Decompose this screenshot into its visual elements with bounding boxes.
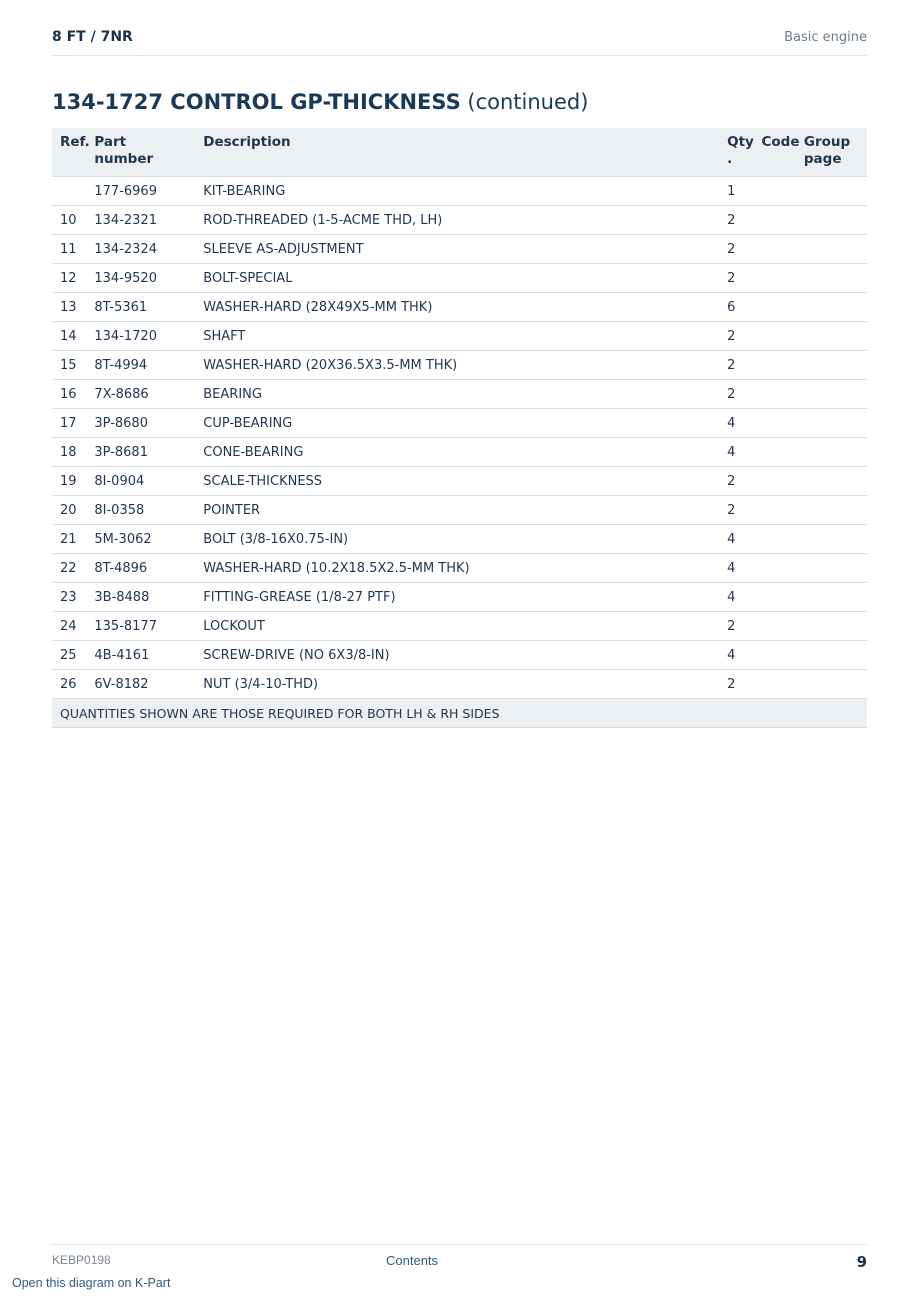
table-row <box>52 438 867 467</box>
table-row <box>52 583 867 612</box>
page-header <box>52 28 867 56</box>
col-header-qty-line2: . <box>727 151 733 167</box>
cell-part-number: 8T-5361 <box>86 293 195 322</box>
cell-group-page <box>796 206 867 235</box>
cell-group-page <box>796 264 867 293</box>
cell-qty: 4 <box>719 438 753 467</box>
cell-part-number: 8I-0358 <box>86 496 195 525</box>
table-row <box>52 641 867 670</box>
cell-ref: 13 <box>52 293 86 322</box>
cell-qty: 2 <box>719 235 753 264</box>
cell-description: SCREW-DRIVE (NO 6X3/8-IN) <box>195 641 719 670</box>
cell-ref: 17 <box>52 409 86 438</box>
cell-qty: 6 <box>719 293 753 322</box>
table-row <box>52 380 867 409</box>
cell-ref: 22 <box>52 554 86 583</box>
cell-group-page <box>796 496 867 525</box>
group-title-main: 134-1727 CONTROL GP-THICKNESS <box>52 90 461 114</box>
cell-code <box>753 496 795 525</box>
cell-ref: 11 <box>52 235 86 264</box>
cell-part-number: 135-8177 <box>86 612 195 641</box>
col-header-qty <box>719 128 753 177</box>
table-row <box>52 525 867 554</box>
cell-description: WASHER-HARD (10.2X18.5X2.5-MM THK) <box>195 554 719 583</box>
cell-part-number: 7X-8686 <box>86 380 195 409</box>
cell-qty: 2 <box>719 351 753 380</box>
cell-group-page <box>796 177 867 206</box>
section-label: Basic engine <box>784 30 867 45</box>
cell-group-page <box>796 293 867 322</box>
cell-code <box>753 583 795 612</box>
col-header-part-number: Part number <box>86 128 195 177</box>
cell-ref: 25 <box>52 641 86 670</box>
parts-table <box>52 128 867 728</box>
cell-description: BOLT-SPECIAL <box>195 264 719 293</box>
cell-code <box>753 467 795 496</box>
model-label: 8 FT / 7NR <box>52 29 133 45</box>
cell-group-page <box>796 583 867 612</box>
col-header-ref: Ref. <box>52 128 86 177</box>
table-note-row <box>52 699 867 728</box>
cell-qty: 2 <box>719 264 753 293</box>
cell-code <box>753 351 795 380</box>
cell-description: KIT-BEARING <box>195 177 719 206</box>
cell-ref: 24 <box>52 612 86 641</box>
cell-code <box>753 554 795 583</box>
cell-part-number: 3P-8681 <box>86 438 195 467</box>
cell-code <box>753 380 795 409</box>
cell-part-number: 134-2321 <box>86 206 195 235</box>
col-header-code: Code <box>753 128 795 177</box>
table-header-row <box>52 128 867 177</box>
cell-part-number: 6V-8182 <box>86 670 195 699</box>
cell-description: FITTING-GREASE (1/8-27 PTF) <box>195 583 719 612</box>
table-row <box>52 293 867 322</box>
cell-qty: 2 <box>719 322 753 351</box>
cell-group-page <box>796 322 867 351</box>
cell-description: CUP-BEARING <box>195 409 719 438</box>
cell-code <box>753 409 795 438</box>
cell-code <box>753 322 795 351</box>
cell-description: ROD-THREADED (1-5-ACME THD, LH) <box>195 206 719 235</box>
cell-qty: 1 <box>719 177 753 206</box>
cell-group-page <box>796 351 867 380</box>
cell-code <box>753 264 795 293</box>
cell-ref: 21 <box>52 525 86 554</box>
cell-description: SCALE-THICKNESS <box>195 467 719 496</box>
cell-description: WASHER-HARD (28X49X5-MM THK) <box>195 293 719 322</box>
cell-group-page <box>796 380 867 409</box>
col-header-group-page <box>796 128 867 177</box>
cell-ref: 15 <box>52 351 86 380</box>
table-row <box>52 612 867 641</box>
cell-group-page <box>796 409 867 438</box>
cell-ref: 19 <box>52 467 86 496</box>
group-title <box>52 90 588 114</box>
cell-qty: 2 <box>719 496 753 525</box>
table-row <box>52 409 867 438</box>
cell-code <box>753 438 795 467</box>
table-row <box>52 322 867 351</box>
cell-ref: 14 <box>52 322 86 351</box>
table-row <box>52 177 867 206</box>
col-header-group-line1: Group <box>803 134 851 150</box>
col-header-group-line2: page <box>803 151 842 167</box>
cell-description: LOCKOUT <box>195 612 719 641</box>
cell-description: SLEEVE AS-ADJUSTMENT <box>195 235 719 264</box>
cell-part-number: 8I-0904 <box>86 467 195 496</box>
cell-part-number: 177-6969 <box>86 177 195 206</box>
cell-group-page <box>796 525 867 554</box>
cell-description: SHAFT <box>195 322 719 351</box>
cell-code <box>753 641 795 670</box>
table-row <box>52 235 867 264</box>
cell-part-number: 134-2324 <box>86 235 195 264</box>
page-number: 9 <box>856 1253 867 1271</box>
cell-group-page <box>796 612 867 641</box>
cell-part-number: 5M-3062 <box>86 525 195 554</box>
table-row <box>52 351 867 380</box>
col-header-qty-line1: Qty <box>727 134 754 150</box>
cell-part-number: 134-9520 <box>86 264 195 293</box>
cell-description: BOLT (3/8-16X0.75-IN) <box>195 525 719 554</box>
cell-part-number: 8T-4994 <box>86 351 195 380</box>
cell-group-page <box>796 438 867 467</box>
cell-qty: 4 <box>719 409 753 438</box>
page-footer <box>52 1244 867 1275</box>
col-header-description: Description <box>195 128 719 177</box>
group-title-suffix: (continued) <box>467 90 589 114</box>
table-row <box>52 670 867 699</box>
cell-qty: 2 <box>719 467 753 496</box>
cell-code <box>753 293 795 322</box>
cell-code <box>753 206 795 235</box>
cell-qty: 4 <box>719 641 753 670</box>
cell-description: POINTER <box>195 496 719 525</box>
open-in-kpart-link[interactable]: Open this diagram on K-Part <box>12 1276 171 1290</box>
cell-code <box>753 612 795 641</box>
cell-qty: 2 <box>719 612 753 641</box>
cell-group-page <box>796 670 867 699</box>
contents-link[interactable]: Contents <box>386 1253 439 1268</box>
cell-code <box>753 525 795 554</box>
cell-part-number: 134-1720 <box>86 322 195 351</box>
cell-qty: 2 <box>719 380 753 409</box>
cell-description: CONE-BEARING <box>195 438 719 467</box>
cell-part-number: 8T-4896 <box>86 554 195 583</box>
table-row <box>52 264 867 293</box>
document-id: KEBP0198 <box>52 1253 111 1267</box>
cell-qty: 4 <box>719 583 753 612</box>
table-row <box>52 496 867 525</box>
cell-ref: 20 <box>52 496 86 525</box>
cell-group-page <box>796 554 867 583</box>
cell-ref: 16 <box>52 380 86 409</box>
cell-ref: 10 <box>52 206 86 235</box>
cell-group-page <box>796 467 867 496</box>
cell-ref: 26 <box>52 670 86 699</box>
cell-qty: 2 <box>719 206 753 235</box>
table-row <box>52 554 867 583</box>
cell-ref: 23 <box>52 583 86 612</box>
cell-code <box>753 235 795 264</box>
cell-description: BEARING <box>195 380 719 409</box>
table-row <box>52 467 867 496</box>
cell-qty: 4 <box>719 525 753 554</box>
cell-group-page <box>796 641 867 670</box>
cell-group-page <box>796 235 867 264</box>
cell-qty: 2 <box>719 670 753 699</box>
cell-code <box>753 670 795 699</box>
cell-description: NUT (3/4-10-THD) <box>195 670 719 699</box>
cell-ref: 18 <box>52 438 86 467</box>
cell-description: WASHER-HARD (20X36.5X3.5-MM THK) <box>195 351 719 380</box>
parts-table-body <box>52 177 867 728</box>
table-note: QUANTITIES SHOWN ARE THOSE REQUIRED FOR BOTH LH & RH SIDES <box>52 699 867 728</box>
cell-part-number: 3B-8488 <box>86 583 195 612</box>
cell-part-number: 3P-8680 <box>86 409 195 438</box>
cell-code <box>753 177 795 206</box>
cell-ref: 12 <box>52 264 86 293</box>
cell-qty: 4 <box>719 554 753 583</box>
cell-part-number: 4B-4161 <box>86 641 195 670</box>
cell-ref <box>52 177 86 206</box>
table-row <box>52 206 867 235</box>
